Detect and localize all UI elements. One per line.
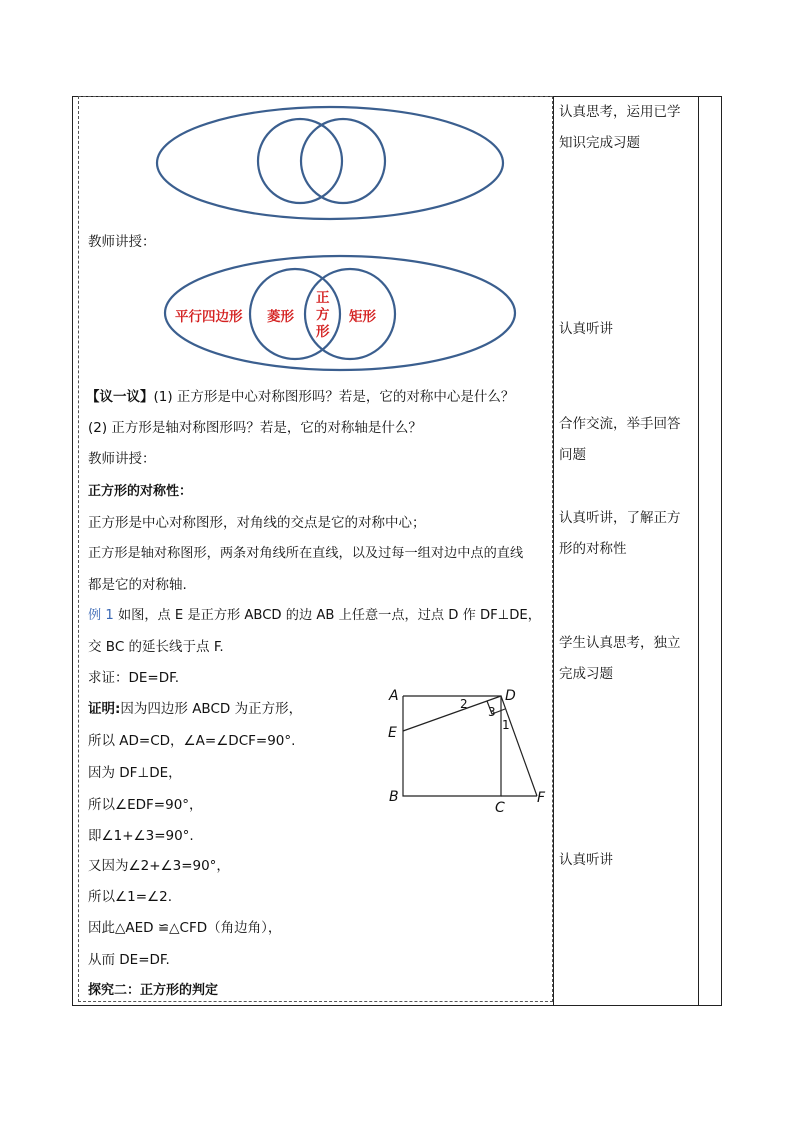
angle-1-label: 1: [502, 718, 510, 732]
angle-3-label: 3: [488, 705, 496, 719]
symmetry-line-1: 正方形是中心对称图形，对角线的交点是它的对称中心；: [88, 515, 426, 531]
discuss-tag: 【议一议】: [86, 389, 154, 405]
discuss-question-1: (1) 正方形是中心对称图形吗？若是，它的对称中心是什么？: [153, 389, 515, 405]
column-divider: [553, 96, 554, 1006]
side-note-5b: 完成习题: [559, 666, 613, 682]
side-note-5: [559, 628, 699, 690]
proof-line-2: 所以 AD=CD，∠A=∠DCF=90°.: [88, 733, 296, 749]
side-note-1b: 知识完成习题: [559, 135, 640, 151]
venn-diagram-empty: [150, 105, 510, 225]
proof-line-4: 所以∠EDF=90°，: [88, 797, 203, 813]
symmetry-line-3: 都是它的对称轴.: [88, 577, 187, 593]
side-note-6: 认真听讲: [559, 852, 613, 868]
symmetry-line-2: 正方形是轴对称图形，两条对角线所在直线，以及过每一组对边中点的直线: [88, 546, 524, 561]
venn-diagram-labeled: [155, 250, 525, 375]
proof-line-8: 因此△AED ≌△CFD（角边角），: [88, 920, 282, 936]
point-e-label: E: [388, 725, 397, 741]
teacher-lecture-1: 教师讲授：: [88, 234, 156, 250]
side-note-1a: 认真思考，运用已学: [559, 104, 681, 120]
explore-2-title: 探究二：正方形的判定: [88, 983, 219, 998]
discuss-question-2: (2) 正方形是轴对称图形吗？若是，它的对称轴是什么？: [88, 420, 422, 436]
point-b-label: B: [389, 789, 399, 805]
side-note-4b: 形的对称性: [559, 541, 627, 557]
proof-line-7: 所以∠1=∠2.: [88, 889, 172, 905]
side-note-1: [559, 97, 699, 159]
teacher-lecture-2: 教师讲授：: [88, 451, 156, 467]
symmetry-title: 正方形的对称性：: [88, 484, 193, 499]
side-note-3b: 问题: [559, 447, 586, 463]
label-square-3: 形: [316, 324, 330, 340]
example-tag: 例 1: [88, 608, 114, 623]
proof-line-3: 因为 DF⊥DE，: [88, 765, 182, 781]
example-line-2: 交 BC 的延长线于点 F.: [88, 639, 224, 655]
angle-2-label: 2: [460, 697, 468, 711]
example-line-1: [88, 606, 541, 626]
label-rectangle: 矩形: [349, 309, 376, 325]
label-parallelogram: 平行四边形: [175, 309, 243, 325]
example-text: 如图，点 E 是正方形 ABCD 的边 AB 上任意一点，过点 D 作 DF⊥DE，: [117, 608, 541, 623]
side-note-4a: 认真听讲，了解正方: [559, 510, 681, 526]
proof-text-1: 因为四边形 ABCD 为正方形，: [120, 701, 303, 717]
label-rhombus: 菱形: [267, 309, 294, 325]
proof-tag: 证明:: [88, 701, 121, 717]
point-f-label: F: [537, 790, 546, 806]
label-square-2: 方: [316, 307, 330, 323]
discuss-line-1: [86, 387, 514, 407]
side-note-4: [559, 503, 699, 565]
point-c-label: C: [495, 800, 505, 816]
label-square-1: 正: [316, 290, 330, 306]
proof-line-1: [88, 699, 302, 719]
point-a-label: A: [389, 688, 399, 704]
point-d-label: D: [505, 688, 516, 704]
side-note-2: 认真听讲: [559, 321, 613, 337]
side-note-3a: 合作交流，举手回答: [559, 416, 681, 432]
proof-line-5: 即∠1+∠3=90°.: [88, 828, 194, 844]
side-note-3: [559, 409, 699, 471]
proof-line-6: 又因为∠2+∠3=90°，: [88, 858, 230, 874]
side-note-5a: 学生认真思考，独立: [559, 635, 681, 651]
prove-statement: 求证：DE=DF.: [88, 670, 180, 686]
square-geometry-figure: [385, 682, 560, 817]
proof-line-9: 从而 DE=DF.: [88, 952, 170, 968]
